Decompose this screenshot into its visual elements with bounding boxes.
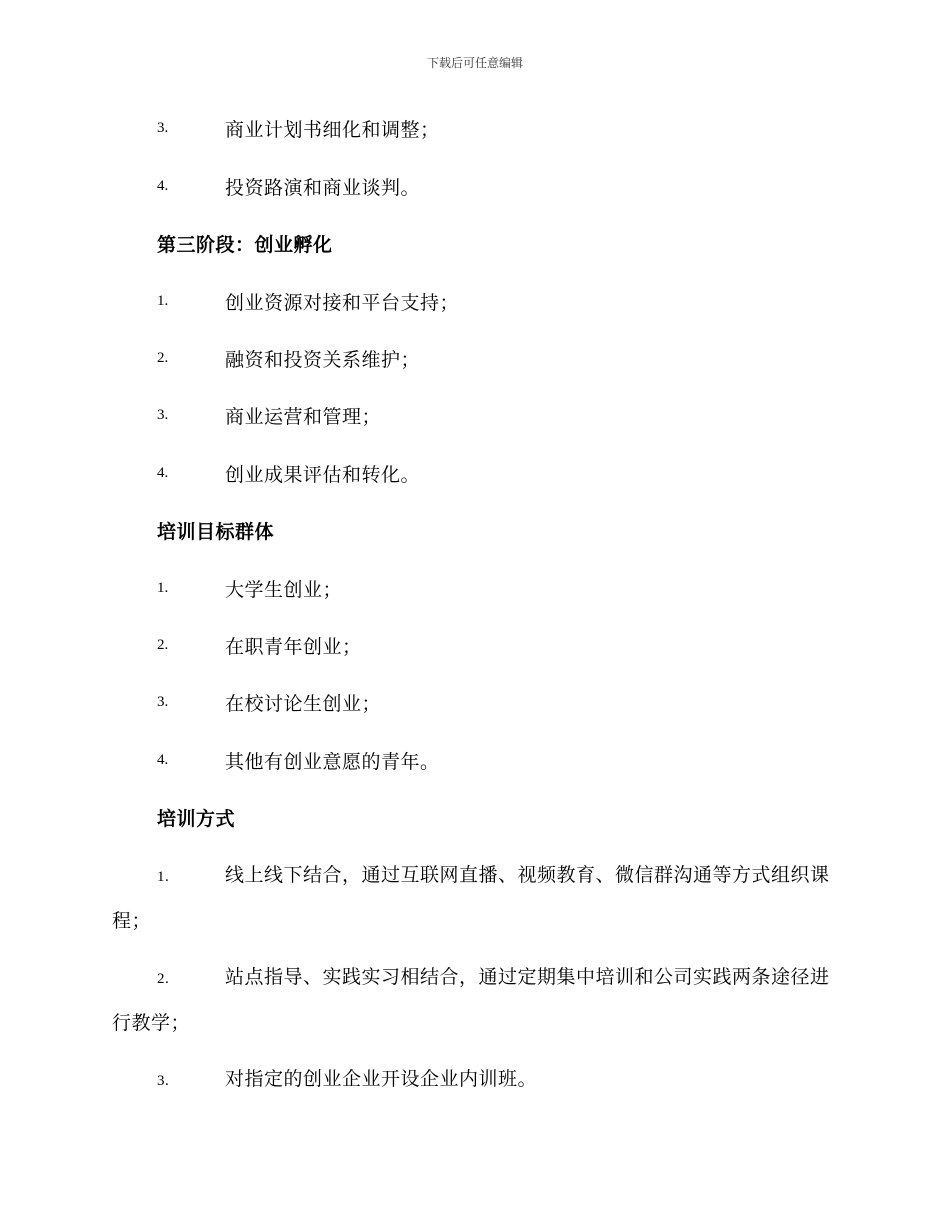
section-heading-targets: 培训目标群体 <box>157 520 275 543</box>
page-header: 下载后可任意编辑 <box>426 56 523 70</box>
list-number: 1. <box>157 869 170 885</box>
list-number: 3. <box>157 1073 170 1089</box>
list-text: 商业运营和管理； <box>225 405 382 428</box>
list-text: 其他有创业意愿的青年。 <box>225 750 440 773</box>
list-item <box>157 740 440 780</box>
list-number: 2. <box>157 349 169 366</box>
list-number: 3. <box>157 119 169 136</box>
list-number: 2. <box>157 971 170 987</box>
list-text: 创业成果评估和转化。 <box>225 463 421 486</box>
list-text: 融资和投资关系维护； <box>225 348 421 371</box>
section-heading-stage3: 第三阶段：创业孵化 <box>157 233 333 256</box>
list-text: 商业计划书细化和调整； <box>225 118 440 141</box>
list-text: 大学生创业； <box>225 578 343 601</box>
list-text: 在校讨论生创业； <box>225 692 382 715</box>
list-text: 在职青年创业； <box>225 635 362 658</box>
list-item <box>157 568 342 608</box>
list-item <box>157 166 420 206</box>
list-text: 投资路演和商业谈判。 <box>225 176 421 199</box>
list-item <box>112 955 837 1045</box>
list-text: 站点指导、实践实习相结合，通过定期集中培训和公司实践两条途径进行教学； <box>112 966 830 1034</box>
list-item <box>112 853 837 943</box>
list-item <box>112 1057 837 1103</box>
list-item <box>157 108 440 148</box>
list-item <box>157 625 362 665</box>
list-item <box>157 395 381 435</box>
list-text: 线上线下结合，通过互联网直播、视频教育、微信群沟通等方式组织课程； <box>112 864 830 932</box>
list-text: 创业资源对接和平台支持； <box>225 291 460 314</box>
list-number: 3. <box>157 693 169 710</box>
list-number: 2. <box>157 636 169 653</box>
section-heading-methods: 培训方式 <box>157 807 236 830</box>
list-item <box>157 338 420 378</box>
list-item <box>157 453 420 493</box>
list-number: 4. <box>157 177 169 194</box>
list-item <box>157 682 381 722</box>
list-number: 3. <box>157 406 169 423</box>
list-item <box>157 281 459 321</box>
list-number: 4. <box>157 464 169 481</box>
list-text: 对指定的创业企业开设企业内训班。 <box>225 1068 538 1090</box>
list-number: 1. <box>157 292 169 309</box>
list-number: 4. <box>157 751 169 768</box>
list-number: 1. <box>157 579 169 596</box>
